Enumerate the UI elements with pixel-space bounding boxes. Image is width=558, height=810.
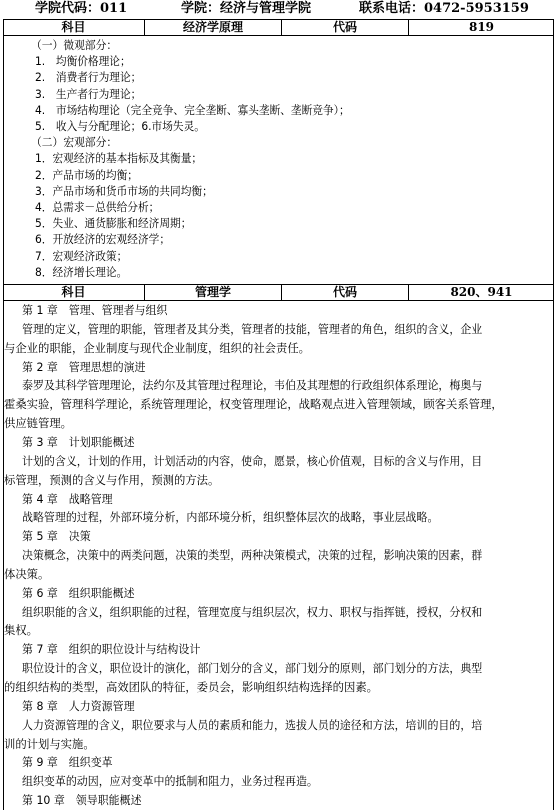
- subject-column-label: 科目: [61, 20, 86, 34]
- syllabus-item: 1. 均衡价格理论；: [35, 54, 131, 69]
- chapter-text: 标管理，预测的含义与作用，预测的方法。: [4, 472, 220, 487]
- chapter-heading: 第 1 章 管理、管理者与组织: [22, 303, 168, 317]
- chapter-text: 组织变革的动因，应对变革中的抵制和阻力，业务过程再造。: [22, 774, 318, 789]
- syllabus-item: 8．经济增长理论。: [35, 264, 128, 279]
- subject-syllabus-economics: [3, 37, 554, 283]
- subject-header-row: [3, 284, 554, 301]
- syllabus-item: 3. 生产者行为理论；: [35, 86, 142, 101]
- chapter-heading: 第 5 章 决策: [22, 529, 91, 544]
- chapter-text: 与企业的职能，企业制度与现代企业制度，组织的社会责任。: [4, 340, 311, 355]
- chapter-text: 计划的含义，计划的作用，计划活动的内容，使命，愿景，核心价值观，目标的含义与作用，目: [22, 453, 483, 468]
- chapter-heading: 第 3 章 计划职能概述: [22, 434, 135, 449]
- syllabus-item: 5．失业、通货膨胀和经济周期；: [35, 216, 192, 231]
- college-header: [0, 0, 558, 18]
- chapter-heading: 第 2 章 管理思想的演进: [22, 359, 146, 374]
- syllabus-item: 3．产品市场和货币市场的共同均衡；: [35, 183, 213, 198]
- chapter-text: 组织职能的含义，组织职能的过程，管理宽度与组织层次，权力、职权与指挥链，授权，分权和: [22, 604, 483, 619]
- section-heading: （二）宏观部分：: [31, 135, 118, 150]
- syllabus-item: 2．产品市场的均衡；: [35, 167, 138, 182]
- chapter-text: 霍桑实验，管理科学理论，系统管理理论，权变管理理论，战略观点进入管理领域，顾客关系管理，: [4, 397, 503, 412]
- syllabus-item: 4．总需求－总供给分析；: [35, 200, 160, 214]
- chapter-heading: 第 10 章 领导职能概述: [22, 793, 142, 808]
- chapter-text: 训的计划与实施。: [4, 736, 95, 751]
- subject-code: 819: [408, 20, 554, 35]
- chapter-text: 管理的定义，管理的职能，管理者及其分类，管理者的技能，管理者的角色，组织的含义，企业: [22, 321, 483, 336]
- subject-name: 经济学原理: [144, 20, 281, 35]
- code-column-label: 代码: [281, 20, 408, 35]
- chapter-heading: 第 4 章 战略管理: [22, 491, 113, 506]
- chapter-text: 供应链管理。: [4, 416, 73, 431]
- subject-syllabus-management: [3, 301, 554, 810]
- syllabus-item: 1．宏观经济的基本指标及其衡量；: [35, 151, 203, 166]
- code-column-label: 代码: [281, 285, 408, 300]
- college-name: 学院：经济与管理学院: [181, 1, 312, 16]
- subject-column-label: 科目: [61, 285, 86, 299]
- chapter-heading: 第 9 章 组织变革: [22, 755, 113, 770]
- subject-header-row: [3, 19, 554, 36]
- chapter-text: 泰罗及其科学管理理论，法约尔及其管理过程理论，韦伯及其理想的行政组织体系理论，梅奥与: [22, 378, 483, 393]
- chapter-heading: 第 7 章 组织的职位设计与结构设计: [22, 642, 201, 657]
- chapter-text: 体决策。: [4, 566, 50, 581]
- syllabus-item: 4. 市场结构理论（完全竞争、完全垄断、寡头垄断、垄断竞争）；: [35, 102, 350, 117]
- syllabus-item: 6．开放经济的宏观经济学；: [35, 232, 171, 247]
- section-heading: （一）微观部分：: [31, 38, 118, 52]
- chapter-text: 人力资源管理的含义，职位要求与人员的素质和能力，选拔人员的途径和方法，培训的目的，培: [22, 717, 483, 732]
- syllabus-item: 2. 消费者行为理论；: [35, 70, 142, 85]
- chapter-text: 职位设计的含义，职位设计的演化，部门划分的含义，部门划分的原则，部门划分的方法，典型: [22, 661, 483, 676]
- subject-name: 管理学: [144, 285, 281, 300]
- syllabus-item: 7．宏观经济政策；: [35, 248, 128, 263]
- syllabus-item: 5. 收入与分配理论；6.市场失灵。: [35, 119, 205, 133]
- chapter-text: 的组织结构的类型，高效团队的特征，委员会，影响组织结构选择的因素。: [4, 680, 379, 695]
- subject-code: 820、941: [408, 285, 554, 300]
- chapter-heading: 第 6 章 组织职能概述: [22, 585, 135, 600]
- chapter-text: 决策概念，决策中的两类问题，决策的类型，两种决策模式，决策的过程，影响决策的因素，群: [22, 548, 483, 563]
- chapter-heading: 第 8 章 人力资源管理: [22, 698, 135, 713]
- contact-phone: 联系电话：0472-5953159: [359, 1, 529, 16]
- chapter-text: 集权。: [4, 623, 39, 638]
- chapter-text: 战略管理的过程，外部环境分析，内部环境分析，组织整体层次的战略，事业层战略。: [22, 510, 439, 525]
- college-code: 学院代码：011: [35, 1, 128, 16]
